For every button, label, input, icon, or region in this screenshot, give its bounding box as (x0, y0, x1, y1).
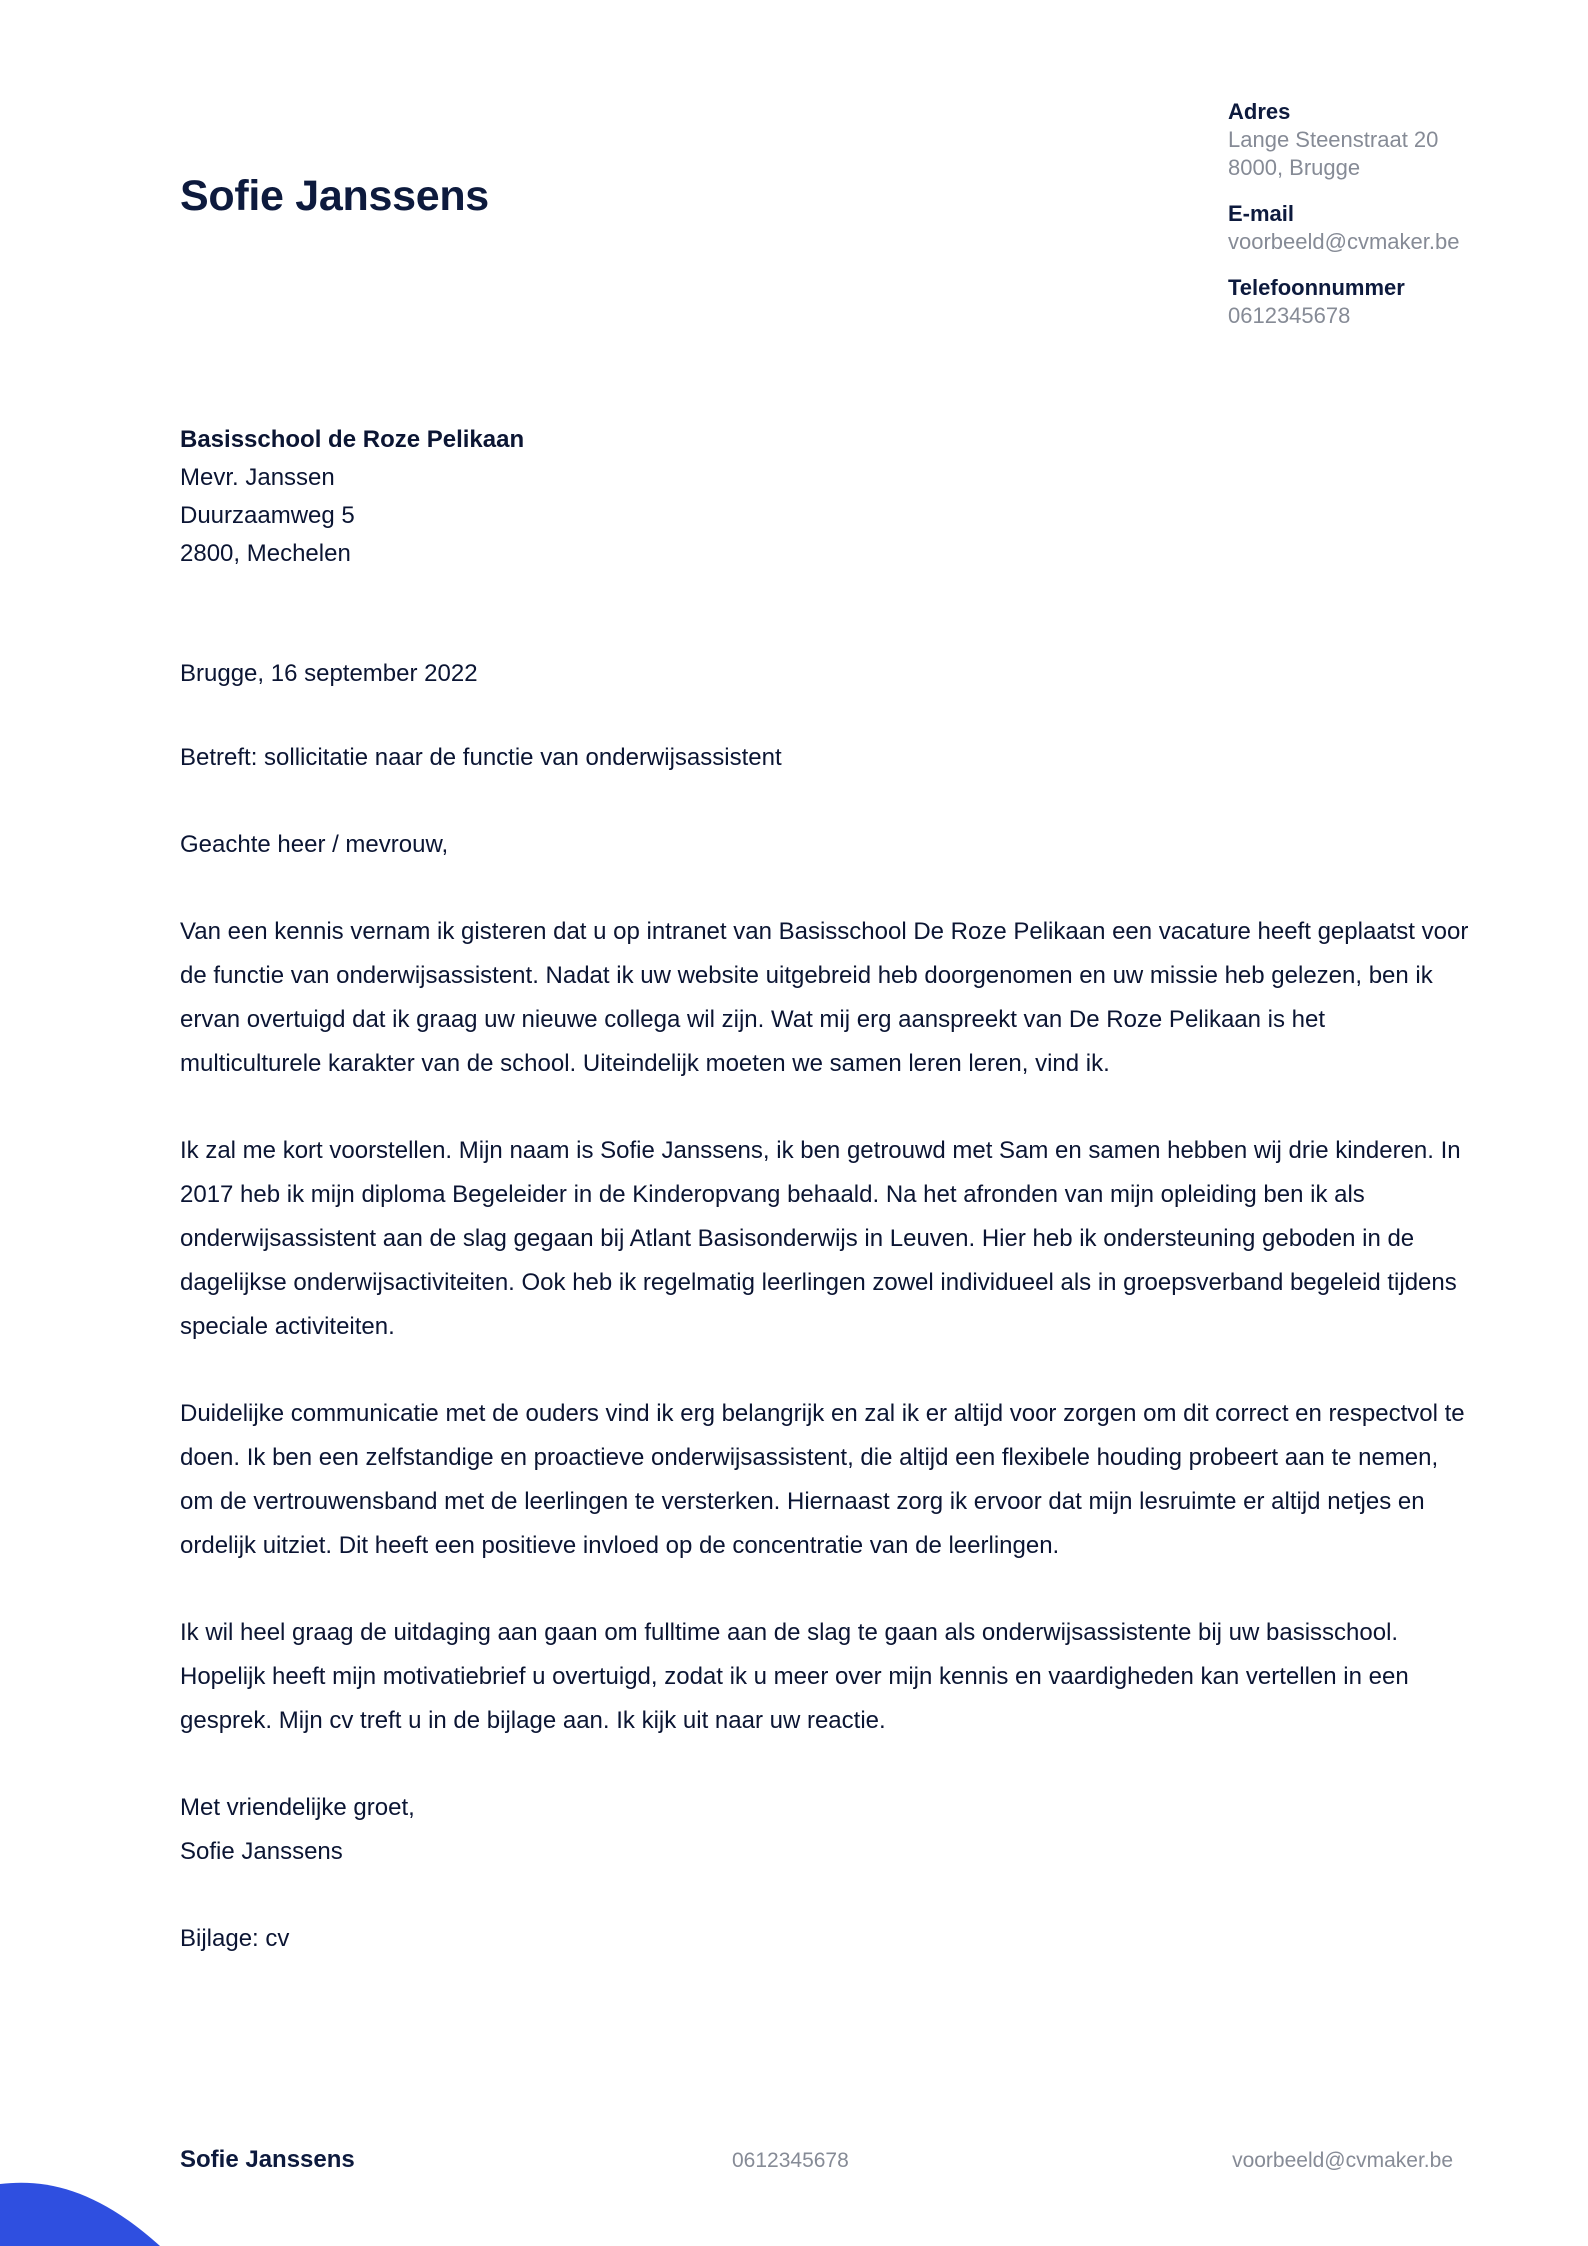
closing-block (180, 1786, 1470, 1874)
recipient-street: Duurzaamweg 5 (180, 502, 355, 529)
address-line-1: Lange Steenstraat 20 (1228, 127, 1439, 152)
letter-paragraph: Duidelijke communicatie met de ouders vind ik erg belangrijk en zal ik er altijd voor zorgen om dit correct en respectvol te doen. Ik ben een zelfstandige en proactieve onderwijsassistent, die altijd een flexibele houding probeert aan te nemen, om de vertrouwensband met de leerlingen te versterken. Hiernaast zorg ik ervoor dat mijn lesruimte er altijd netjes en ordelijk uitziet. Dit heeft een positieve invloed op de concentratie van de leerlingen. (180, 1400, 1465, 1559)
applicant-name-heading: Sofie Janssens (180, 172, 489, 220)
email-label: E-mail (1228, 201, 1295, 226)
letter-date: Brugge, 16 september 2022 (180, 660, 478, 687)
footer-name: Sofie Janssens (180, 2146, 355, 2173)
recipient-person: Mevr. Janssen (180, 464, 335, 491)
phone-value: 0612345678 (1228, 303, 1351, 328)
recipient-school: Basisschool de Roze Pelikaan (180, 426, 525, 453)
address-label: Adres (1228, 99, 1291, 124)
footer-email: voorbeeld@cvmaker.be (1232, 2149, 1453, 2172)
recipient-address (180, 421, 524, 573)
letter-body (180, 652, 1470, 1961)
letter-paragraph: Van een kennis vernam ik gisteren dat u op intranet van Basisschool De Roze Pelikaan een vacature heeft geplaatst voor de functie van onderwijsassistent. Nadat ik uw website uitgebreid heb doorgenomen en uw missie heb gelezen, ben ik ervan overtuigd dat ik graag uw nieuwe collega wil zijn. Wat mij erg aanspreekt van De Roze Pelikaan is het multiculturele karakter van de school. Uiteindelijk moeten we samen leren leren, vind ik. (180, 918, 1469, 1077)
email-value: voorbeeld@cvmaker.be (1228, 229, 1460, 254)
phone-group (1228, 274, 1558, 330)
letter-attachment: Bijlage: cv (180, 1925, 290, 1952)
contact-details (1228, 98, 1558, 348)
letter-subject: Betreft: sollicitatie naar de functie van onderwijsassistent (180, 744, 782, 771)
letter-paragraph: Ik wil heel graag de uitdaging aan gaan om fulltime aan de slag te gaan als onderwijsassistente bij uw basisschool. Hopelijk heeft mijn motivatiebrief u overtuigd, zodat ik u meer over mijn kennis en vaardigheden kan vertellen in een gesprek. Mijn cv treft u in de bijlage aan. Ik kijk uit naar uw reactie. (180, 1619, 1409, 1734)
phone-label: Telefoonnummer (1228, 275, 1405, 300)
letter-signature: Sofie Janssens (180, 1838, 343, 1865)
address-group (1228, 98, 1558, 182)
email-group (1228, 200, 1558, 256)
decorative-corner-shape (0, 2182, 170, 2246)
letter-salutation: Geachte heer / mevrouw, (180, 831, 449, 858)
footer-phone: 0612345678 (732, 2149, 849, 2172)
address-line-2: 8000, Brugge (1228, 155, 1361, 180)
letter-closing: Met vriendelijke groet, (180, 1794, 415, 1821)
letter-paragraph: Ik zal me kort voorstellen. Mijn naam is Sofie Janssens, ik ben getrouwd met Sam en samen hebben wij drie kinderen. In 2017 heb ik mijn diploma Begeleider in de Kinderopvang behaald. Na het afronden van mijn opleiding ben ik als onderwijsassistent aan de slag gegaan bij Atlant Basisonderwijs in Leuven. Hier heb ik ondersteuning geboden in de dagelijkse onderwijsactiviteiten. Ook heb ik regelmatig leerlingen zowel individueel als in groepsverband begeleid tijdens speciale activiteiten. (180, 1137, 1461, 1340)
recipient-city: 2800, Mechelen (180, 540, 351, 567)
